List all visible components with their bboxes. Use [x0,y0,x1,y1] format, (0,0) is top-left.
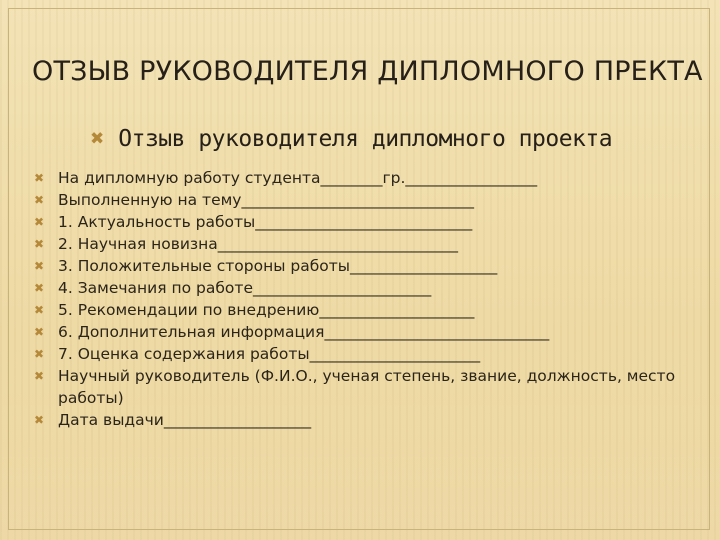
slide-title: ОТЗЫВ РУКОВОДИТЕЛЯ ДИПЛОМНОГО ПРЕКТА [32,56,703,87]
subtitle-row [90,126,612,152]
x-mark-bullet-icon: ✖ [34,259,45,273]
x-mark-bullet-icon: ✖ [34,237,45,251]
list-item-text: Дата выдачи___________________ [58,411,312,429]
x-mark-bullet-icon: ✖ [34,413,45,427]
x-mark-bullet-icon: ✖ [34,303,45,317]
list-item-text: 5. Рекомендации по внедрению____________________ [58,301,475,319]
x-mark-bullet-icon: ✖ [90,128,105,149]
list-item [34,299,704,321]
list-item-text: Выполненную на тему______________________________ [58,191,474,209]
list-item-text: 2. Научная новизна_______________________________ [58,235,459,253]
list-item [34,321,704,343]
list-item [34,189,704,211]
x-mark-bullet-icon: ✖ [34,193,45,207]
x-mark-bullet-icon: ✖ [34,215,45,229]
list-item [34,343,704,365]
list-item-text: 3. Положительные стороны работы___________________ [58,257,498,275]
list-item [34,365,704,409]
form-field-list [34,167,704,431]
slide-subtitle: Отзыв руководителя дипломного проекта [118,126,613,152]
list-item [34,277,704,299]
list-item [34,255,704,277]
list-item-text: 7. Оценка содержания работы______________________ [58,345,481,363]
list-item-text: Научный руководитель (Ф.И.О., ученая степень, звание, должность, место работы) [58,367,676,407]
list-item-text: 4. Замечания по работе_______________________ [58,279,432,297]
x-mark-bullet-icon: ✖ [34,281,45,295]
list-item-text: 6. Дополнительная информация_____________________________ [58,323,550,341]
x-mark-bullet-icon: ✖ [34,325,45,339]
list-item [34,409,704,431]
list-item [34,233,704,255]
x-mark-bullet-icon: ✖ [34,347,45,361]
list-item [34,211,704,233]
x-mark-bullet-icon: ✖ [34,171,45,185]
list-item [34,167,704,189]
x-mark-bullet-icon: ✖ [34,369,45,383]
list-item-text: 1. Актуальность работы____________________________ [58,213,473,231]
list-item-text: На дипломную работу студента________гр._________________ [58,169,538,187]
